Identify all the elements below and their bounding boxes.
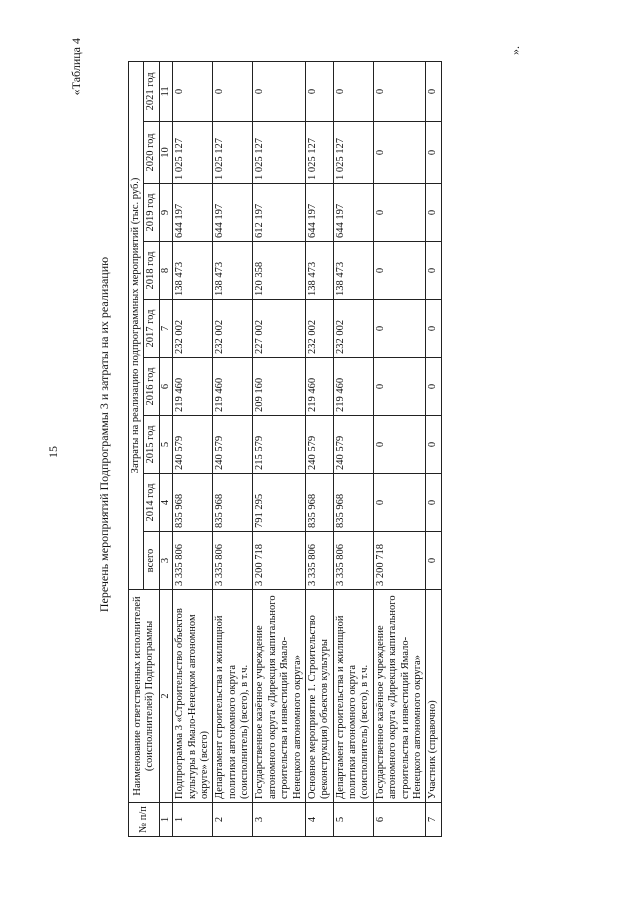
table-row [426, 61, 441, 836]
column-index: 2 [159, 590, 172, 803]
row-value: 0 [426, 300, 441, 358]
row-total: 3 200 718 [373, 532, 426, 590]
row-number: 1 [173, 803, 213, 837]
row-value: 612 197 [253, 184, 306, 242]
row-value: 215 579 [253, 416, 306, 474]
header-year: 2014 год [144, 474, 159, 532]
row-value: 120 358 [253, 242, 306, 300]
row-number: 3 [253, 803, 306, 837]
row-value: 791 295 [253, 474, 306, 532]
column-index-row [159, 61, 172, 836]
row-value: 835 968 [333, 474, 373, 532]
column-index: 8 [159, 242, 172, 300]
row-total: 0 [426, 532, 441, 590]
row-value: 644 197 [213, 184, 253, 242]
row-value: 0 [373, 416, 426, 474]
header-name: Наименование ответственных исполнителей (соисполнителей) Подпрограммы [129, 590, 160, 803]
column-index: 4 [159, 474, 172, 532]
row-value: 209 160 [253, 358, 306, 416]
row-total: 3 200 718 [253, 532, 306, 590]
row-value: 0 [373, 300, 426, 358]
row-name: Департамент строительства и жилищной политики автономного округа (соисполнитель) (всего), в т.ч. [213, 590, 253, 803]
row-number: 7 [426, 803, 441, 837]
row-value: 0 [373, 61, 426, 121]
row-value: 835 968 [305, 474, 333, 532]
header-costs-group: Затраты на реализацию подпрограммных мероприятий (тыс. руб.) [129, 61, 144, 589]
row-value: 219 460 [333, 358, 373, 416]
row-name: Государственное казённое учреждение автономного округа «Дирекция капитального строительства и инвестиций Ямало-Ненецкого автономного округа» [373, 590, 426, 803]
row-value: 0 [426, 474, 441, 532]
row-total: 3 335 806 [333, 532, 373, 590]
column-index: 3 [159, 532, 172, 590]
row-value: 138 473 [305, 242, 333, 300]
row-value: 0 [213, 61, 253, 121]
row-value: 0 [253, 61, 306, 121]
row-value: 232 002 [213, 300, 253, 358]
row-value: 0 [373, 122, 426, 184]
row-value: 0 [305, 61, 333, 121]
header-year: 2018 год [144, 242, 159, 300]
row-value: 835 968 [213, 474, 253, 532]
row-value: 644 197 [305, 184, 333, 242]
row-value: 0 [426, 242, 441, 300]
header-year: 2016 год [144, 358, 159, 416]
row-total: 3 335 806 [173, 532, 213, 590]
row-name: Подпрограмма 3 «Строительство объектов культуры в Ямало-Ненецком автономном округе» (всего) [173, 590, 213, 803]
row-value: 0 [426, 61, 441, 121]
column-index: 9 [159, 184, 172, 242]
row-number: 6 [373, 803, 426, 837]
row-value: 240 579 [305, 416, 333, 474]
row-name: Департамент строительства и жилищной политики автономного округа (соисполнитель) (всего), в т.ч. [333, 590, 373, 803]
row-value: 138 473 [173, 242, 213, 300]
row-value: 232 002 [333, 300, 373, 358]
row-value: 0 [333, 61, 373, 121]
row-value: 1 025 127 [213, 122, 253, 184]
row-total: 3 335 806 [305, 532, 333, 590]
row-value: 227 002 [253, 300, 306, 358]
row-value: 1 025 127 [305, 122, 333, 184]
row-value: 1 025 127 [173, 122, 213, 184]
row-value: 644 197 [333, 184, 373, 242]
column-index: 10 [159, 122, 172, 184]
closing-mark: ». [508, 46, 522, 55]
header-year: 2017 год [144, 300, 159, 358]
header-year: 2021 год [144, 61, 159, 121]
table-label: «Таблица 4 [69, 38, 83, 96]
column-index: 5 [159, 416, 172, 474]
row-value: 644 197 [173, 184, 213, 242]
row-value: 835 968 [173, 474, 213, 532]
row-value: 0 [426, 184, 441, 242]
table-row [305, 61, 333, 836]
row-value: 0 [426, 358, 441, 416]
table-row [373, 61, 426, 836]
row-value: 232 002 [305, 300, 333, 358]
row-value: 138 473 [213, 242, 253, 300]
column-index: 1 [159, 803, 172, 837]
table-row [213, 61, 253, 836]
table-row [253, 61, 306, 836]
row-value: 232 002 [173, 300, 213, 358]
rotated-page-content [69, 32, 537, 837]
costs-table [128, 61, 442, 837]
row-value: 240 579 [333, 416, 373, 474]
row-value: 0 [373, 242, 426, 300]
row-name: Участник (справочно) [426, 590, 441, 803]
column-index: 7 [159, 300, 172, 358]
row-name: Основное мероприятие 1. Строительство (реконструкция) объектов культуры [305, 590, 333, 803]
row-value: 0 [173, 61, 213, 121]
row-value: 240 579 [213, 416, 253, 474]
table-heading: Перечень мероприятий Подпрограммы 3 и затраты на их реализацию [97, 256, 111, 613]
header-year: 2015 год [144, 416, 159, 474]
row-number: 4 [305, 803, 333, 837]
row-value: 0 [426, 122, 441, 184]
row-value: 1 025 127 [253, 122, 306, 184]
header-year: 2019 год [144, 184, 159, 242]
table-row [173, 61, 213, 836]
header-total: всего [144, 532, 159, 590]
row-total: 3 335 806 [213, 532, 253, 590]
row-value: 0 [373, 358, 426, 416]
column-index: 11 [159, 61, 172, 121]
page-number: 15 [45, 446, 60, 458]
column-index: 6 [159, 358, 172, 416]
row-value: 219 460 [305, 358, 333, 416]
header-row-1 [129, 61, 144, 836]
row-value: 138 473 [333, 242, 373, 300]
row-value: 0 [373, 184, 426, 242]
row-value: 219 460 [173, 358, 213, 416]
row-value: 0 [373, 474, 426, 532]
row-number: 5 [333, 803, 373, 837]
row-value: 219 460 [213, 358, 253, 416]
row-value: 240 579 [173, 416, 213, 474]
header-num: № п/п [129, 803, 160, 837]
header-year: 2020 год [144, 122, 159, 184]
row-value: 0 [426, 416, 441, 474]
row-name: Государственное казённое учреждение автономного округа «Дирекция капитального строительства и инвестиций Ямало-Ненецкого автономного округа» [253, 590, 306, 803]
row-value: 1 025 127 [333, 122, 373, 184]
table-row [333, 61, 373, 836]
row-number: 2 [213, 803, 253, 837]
